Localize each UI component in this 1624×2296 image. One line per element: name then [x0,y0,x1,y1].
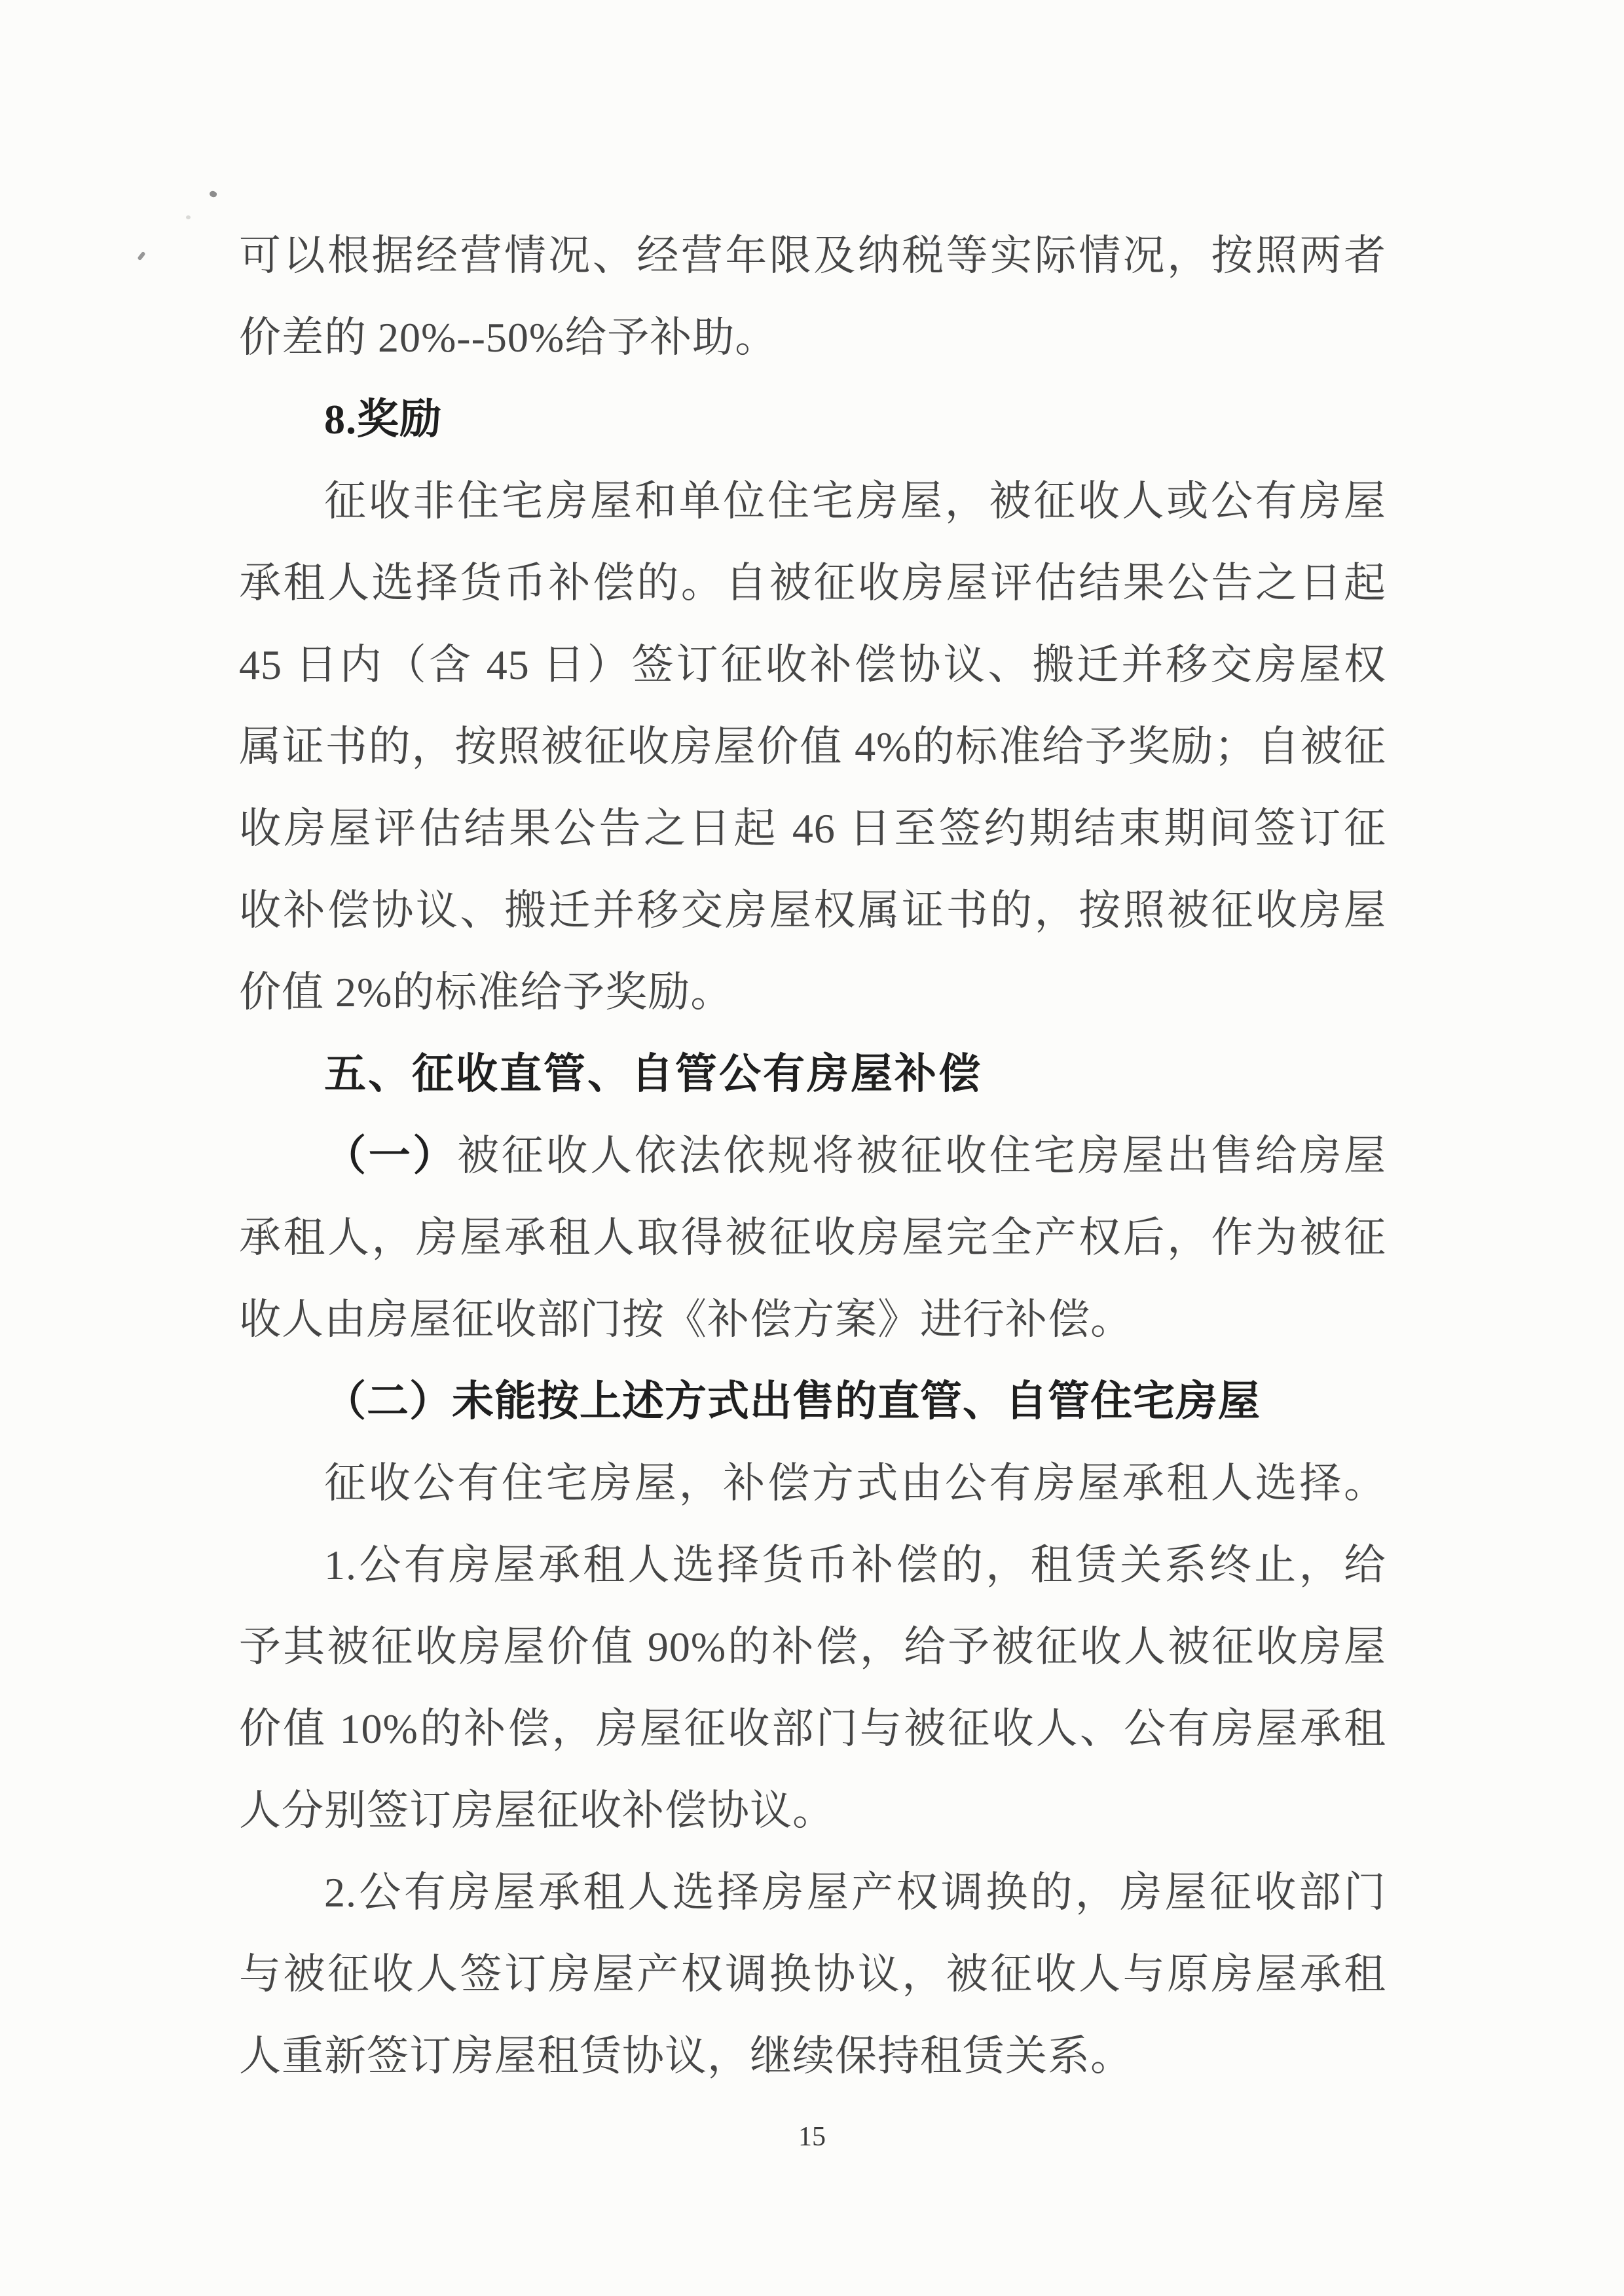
scan-speck [209,190,218,198]
document-body [239,215,1386,2097]
scan-speck [186,215,191,219]
doc-line-text: 被征收人依法依规将被征收住宅房屋出售给房屋 [457,1133,1387,1179]
doc-line: 予其被征收房屋价值 90%的补偿，给予被征收人被征收房屋 [239,1624,1386,1670]
doc-line: 收人由房屋征收部门按《补偿方案》进行补偿。 [239,1296,1133,1343]
page-number: 15 [798,2122,826,2152]
doc-line: 价差的 20%--50%给予补助。 [239,314,778,361]
doc-line: 与被征收人签订房屋产权调换协议，被征收人与原房屋承租 [239,1951,1386,1997]
doc-line [239,1115,1386,1197]
doc-line: 收补偿协议、搬迁并移交房屋权属证书的，按照被征收房屋 [239,887,1386,934]
doc-line: 属证书的，按照被征收房屋价值 4%的标准给予奖励；自被征 [239,723,1386,770]
heading-subsection-two: （二）未能按上述方式出售的直管、自管住宅房屋 [324,1378,1261,1425]
doc-line: 1.公有房屋承租人选择货币补偿的，租赁关系终止，给 [324,1542,1386,1588]
doc-line: 价值 10%的补偿，房屋征收部门与被征收人、公有房屋承租 [239,1705,1386,1752]
doc-line: 收房屋评估结果公告之日起 46 日至签约期结束期间签订征 [239,805,1386,852]
doc-line: 人重新签订房屋租赁协议，继续保持租赁关系。 [239,2033,1133,2079]
heading-reward: 8.奖励 [324,396,442,443]
doc-line: 45 日内（含 45 日）签订征收补偿协议、搬迁并移交房屋权 [239,642,1386,688]
doc-line: 人分别签订房屋征收补偿协议。 [239,1787,835,1834]
doc-line: 可以根据经营情况、经营年限及纳税等实际情况，按照两者 [239,232,1386,279]
doc-line: 征收非住宅房屋和单位住宅房屋，被征收人或公有房屋 [324,478,1386,524]
list-marker-one: （一） [324,1133,458,1179]
scan-speck [137,251,145,261]
doc-line: 承租人选择货币补偿的。自被征收房屋评估结果公告之日起 [239,560,1386,606]
doc-line: 2.公有房屋承租人选择房屋产权调换的，房屋征收部门 [324,1869,1386,1916]
heading-section-five: 五、征收直管、自管公有房屋补偿 [324,1051,982,1097]
doc-line: 征收公有住宅房屋，补偿方式由公有房屋承租人选择。 [324,1460,1386,1506]
doc-line: 价值 2%的标准给予奖励。 [239,969,733,1015]
doc-line: 承租人，房屋承租人取得被征收房屋完全产权后，作为被征 [239,1214,1386,1261]
